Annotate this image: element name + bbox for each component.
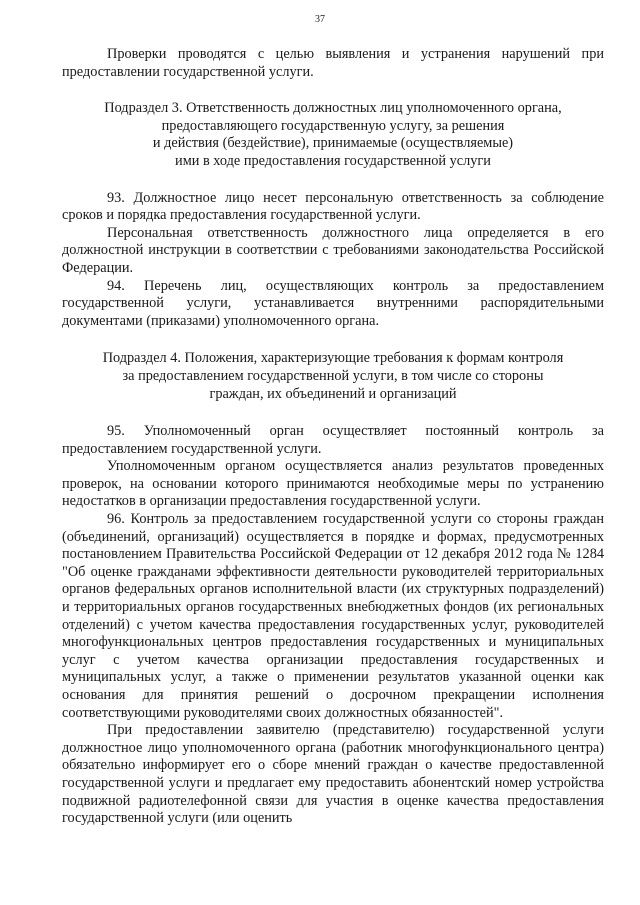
paragraph-96: 96. Контроль за предоставлением государственной услуги со стороны граждан (объединений, организаций) осуществляется в порядке и формах, предусмотренных постановлением Правительства Российской Федерации от 12 декабря 2012 года № 1284 "Об оценке гражданами эффективности деятельности руководителей территориальных органов федеральных органов исполнительной власти (их структурных подразделений) и территориальных органов государственных внебюджетных фондов (их региональных отделений) с учетом качества предоставления государственных услуг, руководителей многофункциональных центров предоставления государственных и муниципальных услуг с учетом качества организации предоставления государственных и муниципальных услуг, а также о применении результатов указанной оценки как основания для принятия решений о досрочном прекращении исполнения соответствующими руководителями своих должностных обязанностей". (62, 511, 604, 721)
heading-line: граждан, их объединений и организаций (209, 385, 457, 402)
page-number: 37 (315, 14, 325, 25)
page-content (62, 46, 604, 828)
paragraph-94: 94. Перечень лиц, осуществляющих контроль за предоставлением государственной услуги, устанавливается внутренними распорядительными документами (приказами) уполномоченного органа. (62, 277, 604, 329)
paragraph-95: 95. Уполномоченный орган осуществляет постоянный контроль за предоставлением государственной услуги. (62, 423, 604, 457)
subsection-3-heading (62, 100, 604, 170)
heading-line: Подраздел 3. Ответственность должностных лиц уполномоченного органа, (104, 100, 562, 117)
heading-line: предоставляющего государственную услугу, за решения (161, 117, 505, 134)
paragraph-95-b: Уполномоченным органом осуществляется анализ результатов проведенных проверок, на основании которого принимаются необходимые меры по устранению недостатков в организации предоставления государственной услуги. (62, 458, 604, 510)
heading-line: ими в ходе предоставления государственной услуги (175, 152, 491, 169)
heading-line: и действия (бездействие), принимаемые (осуществляемые) (152, 135, 514, 152)
paragraph-intro: Проверки проводятся с целью выявления и устранения нарушений при предоставлении государственной услуги. (62, 46, 604, 80)
paragraph-93: 93. Должностное лицо несет персональную ответственность за соблюдение сроков и порядка предоставления государственной услуги. (62, 189, 604, 224)
paragraph-96-b: При предоставлении заявителю (представителю) государственной услуги должностное лицо уполномоченного органа (работник многофункционального центра) обязательно информирует его о сборе мнений граждан о качестве предоставленной государственной услуги и предлагает ему предоставить абонентский номер устройства подвижной радиотелефонной связи для участия в оценке качества предоставления государственной услуги (или оценить (62, 722, 604, 827)
paragraph-93-b: Персональная ответственность должностного лица определяется в его должностной инструкции в соответствии с требованиями законодательства Российской Федерации. (62, 224, 604, 276)
subsection-4-heading (62, 350, 604, 403)
heading-line: Подраздел 4. Положения, характеризующие требования к формам контроля (102, 350, 564, 367)
heading-line: за предоставлением государственной услуги, в том числе со стороны (122, 367, 544, 384)
